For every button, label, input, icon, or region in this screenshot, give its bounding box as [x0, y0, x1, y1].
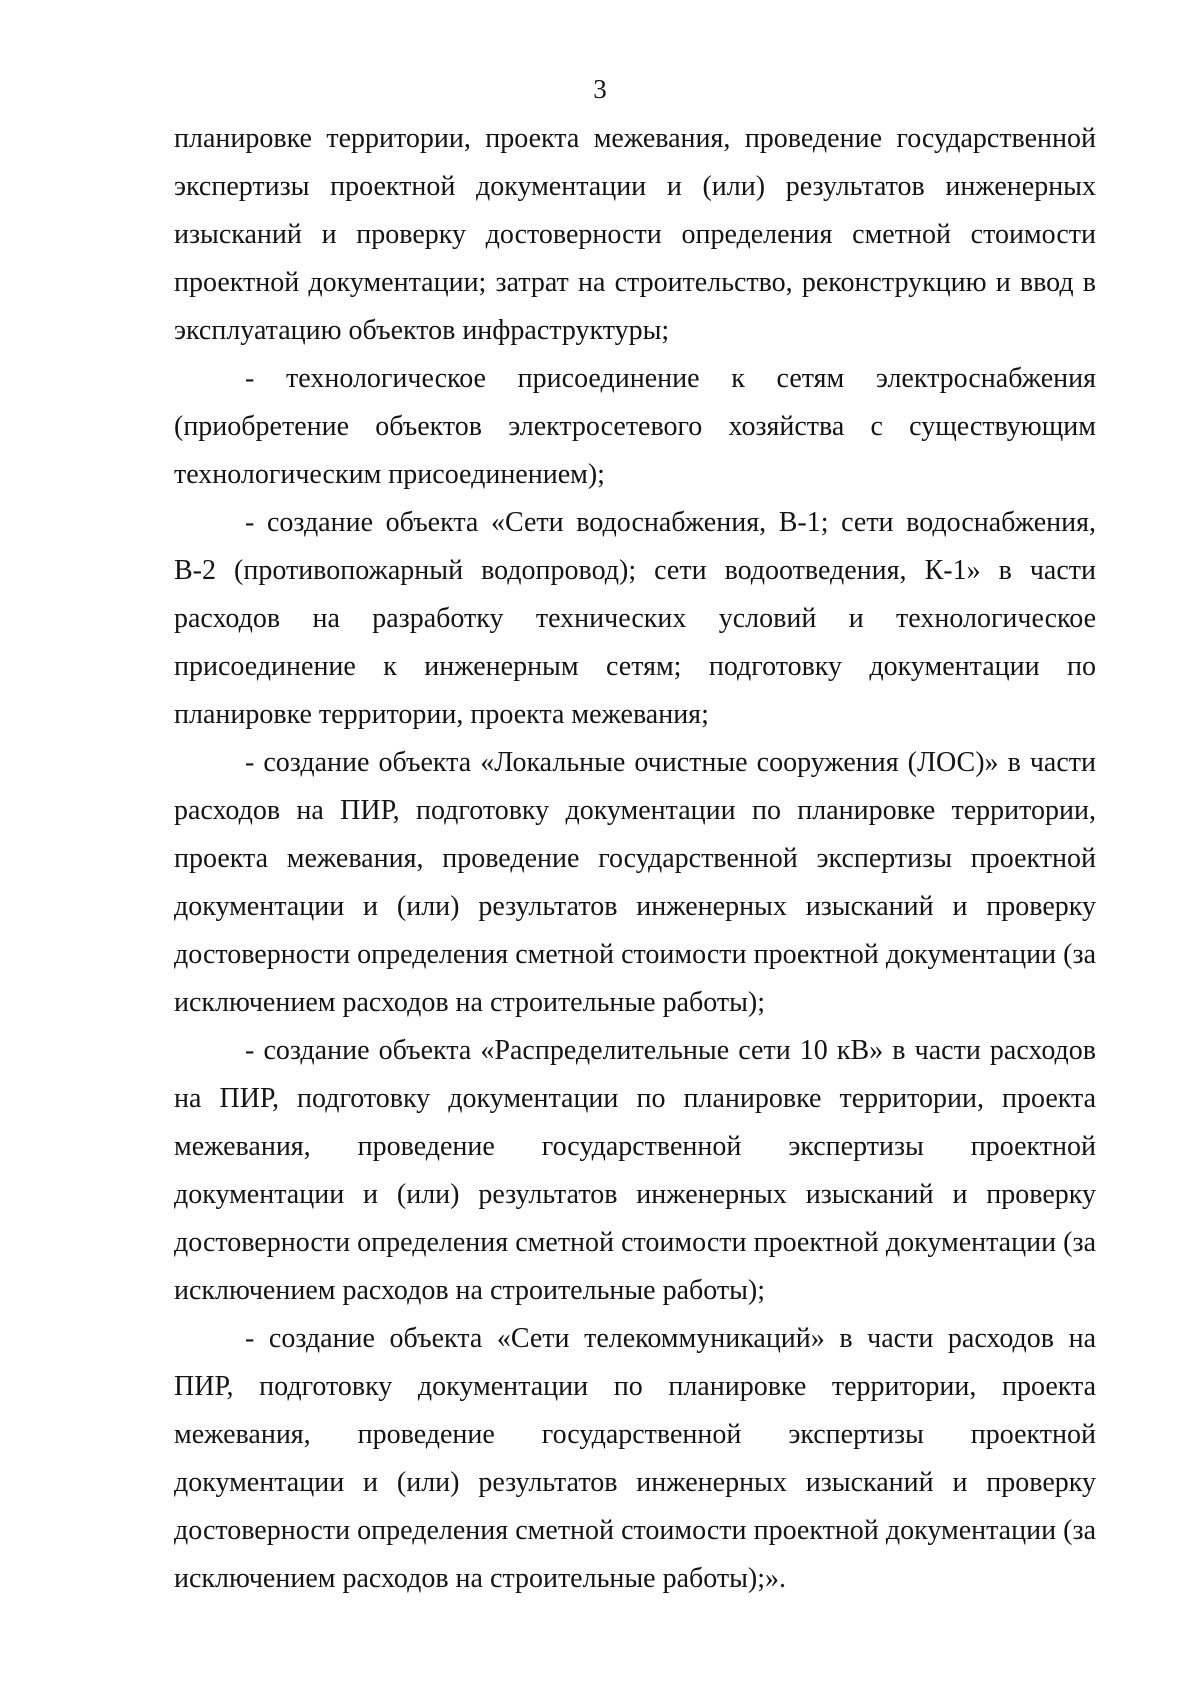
paragraph-telecom-networks: - создание объекта «Сети телекоммуникаций» в части расходов на ПИР, подготовку документации по планировке территории, проекта межевания, проведение государственной экспертизы проектной документации и (или) результатов инженерных изысканий и проверку достоверности определения сметной стоимости проектной документации (за исключением расходов на строительные работы);». — [174, 1323, 1096, 1594]
paragraph-grid-connection: - технологическое присоединение к сетям электроснабжения (приобретение объектов электросетевого хозяйства с существующим технологическим присоединением); — [174, 363, 1096, 490]
paragraph-treatment-facilities: - создание объекта «Локальные очистные сооружения (ЛОС)» в части расходов на ПИР, подготовку документации по планировке территории, проекта межевания, проведение государственной экспертизы проектной документации и (или) результатов инженерных изысканий и проверку достоверности определения сметной стоимости проектной документации (за исключением расходов на строительные работы); — [174, 747, 1096, 1018]
paragraph-distribution-networks: - создание объекта «Распределительные сети 10 кВ» в части расходов на ПИР, подготовку документации по планировке территории, проекта межевания, проведение государственной экспертизы проектной документации и (или) результатов инженерных изысканий и проверку достоверности определения сметной стоимости проектной документации (за исключением расходов на строительные работы); — [174, 1035, 1096, 1306]
paragraph-continuation: планировке территории, проекта межевания, проведение государственной экспертизы проектной документации и (или) результатов инженерных изысканий и проверку достоверности определения сметной стоимости проектной документации; затрат на строительство, реконструкцию и ввод в эксплуатацию объектов инфраструктуры; — [174, 123, 1096, 346]
page-number: 3 — [593, 74, 607, 104]
paragraph-water-networks: - создание объекта «Сети водоснабжения, В-1; сети водоснабжения, В-2 (противопожарный водопровод); сети водоотведения, К-1» в части расходов на разработку технических условий и технологическое присоединение к инженерным сетям; подготовку документации по планировке территории, проекта межевания; — [174, 507, 1096, 730]
document-body — [174, 115, 1096, 1603]
